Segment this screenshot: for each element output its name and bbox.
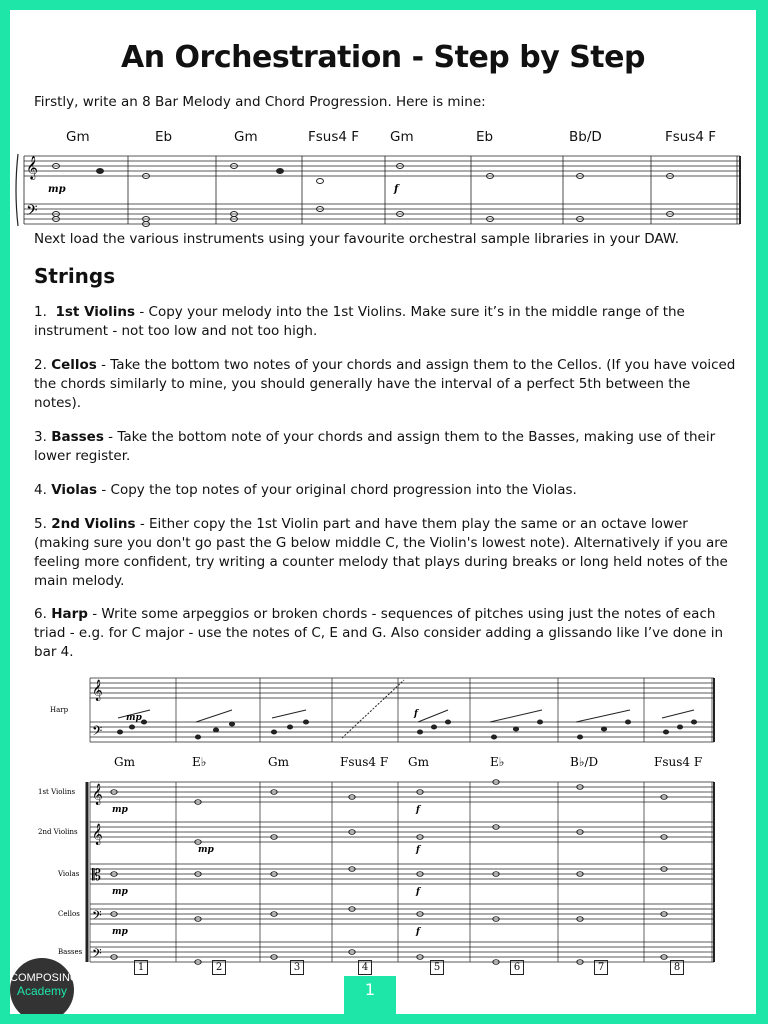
score-chord: Gm bbox=[114, 755, 135, 769]
step-2nd-violins: 5. 2nd Violins - Either copy the 1st Violin part and have them play the same or an octave lower (making sure you don't go past the G below middle C, the Violin's lowest note). Alternatively if you are feeling more confident, try writing a counter melody that plays during breaks or long held notes of the main melody. bbox=[34, 516, 728, 589]
svg-text:𝄞: 𝄞 bbox=[92, 824, 103, 845]
bar-number: 5 bbox=[430, 960, 444, 975]
orchestral-score bbox=[10, 666, 756, 976]
page bbox=[10, 10, 756, 1014]
svg-text:𝄢: 𝄢 bbox=[26, 202, 38, 223]
instrument-label-2nd-violins: 2nd Violins bbox=[38, 828, 78, 836]
svg-text:f: f bbox=[416, 887, 420, 897]
step-1st-violins: 1. 1st Violins - Copy your melody into the 1st Violins. Make sure it’s in the middle range of the instrument - not too low and not too high. bbox=[34, 304, 685, 339]
svg-text:f: f bbox=[414, 709, 418, 719]
chord-symbol: Fsus4 F bbox=[308, 129, 360, 145]
svg-text:mp: mp bbox=[112, 887, 128, 897]
step-violas: 4. Violas - Copy the top notes of your original chord progression into the Violas. bbox=[34, 482, 577, 498]
lead-sheet-score bbox=[10, 148, 756, 238]
chord-symbol: Eb bbox=[155, 129, 173, 145]
score-chord: E♭ bbox=[490, 755, 505, 769]
svg-text:𝄢: 𝄢 bbox=[92, 723, 103, 742]
svg-text:𝄞: 𝄞 bbox=[92, 784, 103, 805]
composing-academy-logo bbox=[10, 958, 79, 1014]
score-chord: B♭/D bbox=[570, 755, 599, 769]
chord-symbol: Eb bbox=[476, 129, 494, 145]
chord-symbol: Bb/D bbox=[569, 129, 602, 145]
intro-text: Firstly, write an 8 Bar Melody and Chord Progression. Here is mine: bbox=[34, 94, 486, 110]
instrument-label-1st-violins: 1st Violins bbox=[38, 788, 76, 796]
step-cellos: 2. Cellos - Take the bottom two notes of your chords and assign them to the Cellos. (If you have voiced the chords similarly to mine, you should generally have the interval of a perfect 5th between the notes). bbox=[34, 357, 736, 411]
score-chord: Gm bbox=[408, 755, 429, 769]
bar-number: 6 bbox=[510, 960, 524, 975]
dynamic-marking: f bbox=[394, 184, 399, 195]
svg-text:𝄞: 𝄞 bbox=[26, 155, 38, 179]
chord-symbol: Gm bbox=[390, 129, 414, 145]
bar-number: 1 bbox=[134, 960, 148, 975]
svg-text:mp: mp bbox=[112, 927, 128, 937]
svg-text:mp: mp bbox=[198, 845, 214, 855]
step-basses: 3. Basses - Take the bottom note of your chords and assign them to the Basses, making use of their lower register. bbox=[34, 429, 716, 464]
load-instruments-text: Next load the various instruments using your favourite orchestral sample libraries in your DAW. bbox=[34, 231, 680, 247]
svg-text:f: f bbox=[416, 927, 420, 937]
instrument-label-cellos: Cellos bbox=[58, 910, 80, 918]
instrument-label-basses: Basses bbox=[58, 948, 83, 956]
chord-symbol: Fsus4 F bbox=[665, 129, 717, 145]
score-chord: Fsus4 F bbox=[654, 755, 703, 769]
section-heading: Strings bbox=[34, 264, 116, 288]
page-number: 1 bbox=[344, 976, 396, 1014]
svg-text:𝄢: 𝄢 bbox=[92, 908, 102, 926]
bar-number: 7 bbox=[594, 960, 608, 975]
bar-number: 3 bbox=[290, 960, 304, 975]
svg-text:mp: mp bbox=[126, 713, 142, 723]
instrument-label-violas: Violas bbox=[58, 870, 80, 878]
score-chord: Gm bbox=[268, 755, 289, 769]
bar-number: 8 bbox=[670, 960, 684, 975]
logo-text: Academy bbox=[16, 984, 68, 998]
page-title: An Orchestration - Step by Step bbox=[121, 40, 645, 75]
bar-number: 4 bbox=[358, 960, 372, 975]
svg-text:mp: mp bbox=[112, 805, 128, 815]
score-chord: Fsus4 F bbox=[340, 755, 389, 769]
svg-text:f: f bbox=[416, 805, 420, 815]
svg-text:𝄢: 𝄢 bbox=[92, 946, 102, 964]
score-chord: E♭ bbox=[192, 755, 207, 769]
bar-number: 2 bbox=[212, 960, 226, 975]
svg-text:f: f bbox=[416, 845, 420, 855]
chord-symbol: Gm bbox=[234, 129, 258, 145]
instrument-label-harp: Harp bbox=[50, 706, 69, 714]
chord-symbol: Gm bbox=[66, 129, 90, 145]
logo-text: COMPOSING bbox=[10, 972, 79, 984]
svg-text:𝄞: 𝄞 bbox=[92, 680, 103, 701]
svg-text:𝄡: 𝄡 bbox=[92, 865, 101, 884]
step-harp: 6. Harp - Write some arpeggios or broken chords - sequences of pitches using just the notes of each triad - e.g. for C major - use the notes of C, E and G. Also consider adding a glissando like I’ve done in bar 4. bbox=[34, 606, 724, 660]
dynamic-marking: mp bbox=[48, 184, 66, 195]
